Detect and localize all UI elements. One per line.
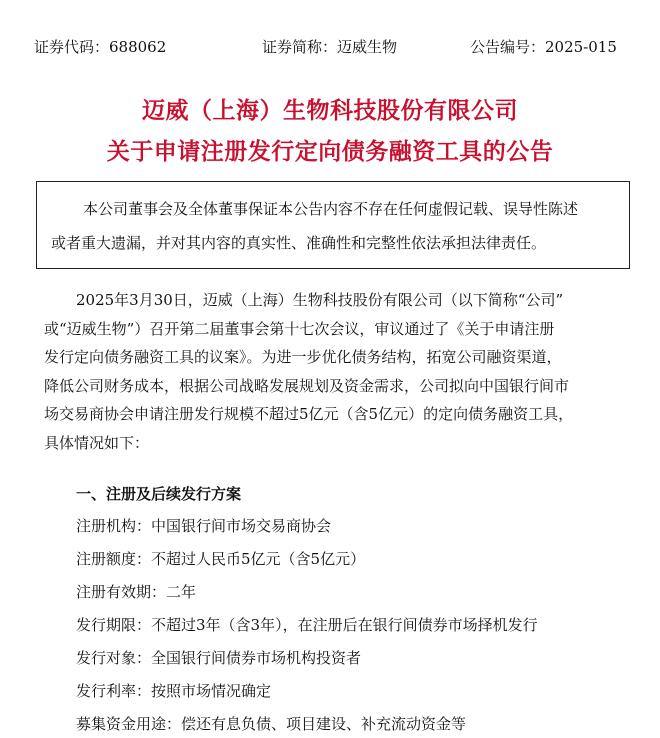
intro-paragraph [44, 286, 640, 457]
registration-amount: 注册额度：不超过人民币5亿元（含5亿元） [76, 550, 366, 568]
section-heading: 一、注册及后续发行方案 [76, 485, 242, 503]
announcement-header [0, 36, 660, 60]
board-disclaimer-box [36, 181, 630, 269]
paragraph-line: 具体情况如下： [44, 433, 150, 452]
announcement-number: 公告编号：2025-015 [470, 38, 617, 56]
paragraph-line: 或“迈威生物”）召开第二届董事会第十七次会议，审议通过了《关于申请注册 [44, 319, 555, 338]
issuance-term: 发行期限：不超过3年（含3年），在注册后在银行间债券市场择机发行 [76, 616, 538, 634]
issuance-target: 发行对象：全国银行间债券市场机构投资者 [76, 649, 362, 667]
registration-validity: 注册有效期：二年 [76, 583, 197, 601]
paragraph-line: 发行定向债务融资工具的议案》。为进一步优化债务结构，拓宽公司融资渠道， [44, 348, 562, 366]
disclaimer-line-1: 本公司董事会及全体董事保证本公告内容不存在任何虚假记载、误导性陈述 [83, 200, 579, 218]
paragraph-line: 场交易商协会申请注册发行规模不超过5亿元（含5亿元）的定向债务融资工具， [44, 405, 574, 423]
fund-use: 募集资金用途：偿还有息负债、项目建设、补充流动资金等 [76, 715, 467, 733]
announcement-title: 关于申请注册发行定向债务融资工具的公告 [106, 138, 554, 165]
registration-agency: 注册机构：中国银行间市场交易商协会 [76, 517, 332, 535]
disclaimer-line-2: 或者重大遗漏，并对其内容的真实性、准确性和完整性依法承担法律责任。 [51, 234, 547, 252]
company-title: 迈威（上海）生物科技股份有限公司 [142, 97, 518, 124]
paragraph-line: 2025年3月30日，迈威（上海）生物科技股份有限公司（以下简称“公司” [76, 291, 564, 309]
paragraph-line: 降低公司财务成本，根据公司战略发展规划及资金需求，公司拟向中国银行间市 [44, 376, 570, 395]
stock-abbreviation: 证券简称：迈威生物 [262, 38, 398, 56]
stock-code: 证券代码：688062 [34, 38, 167, 56]
issuance-rate: 发行利率：按照市场情况确定 [76, 682, 272, 700]
